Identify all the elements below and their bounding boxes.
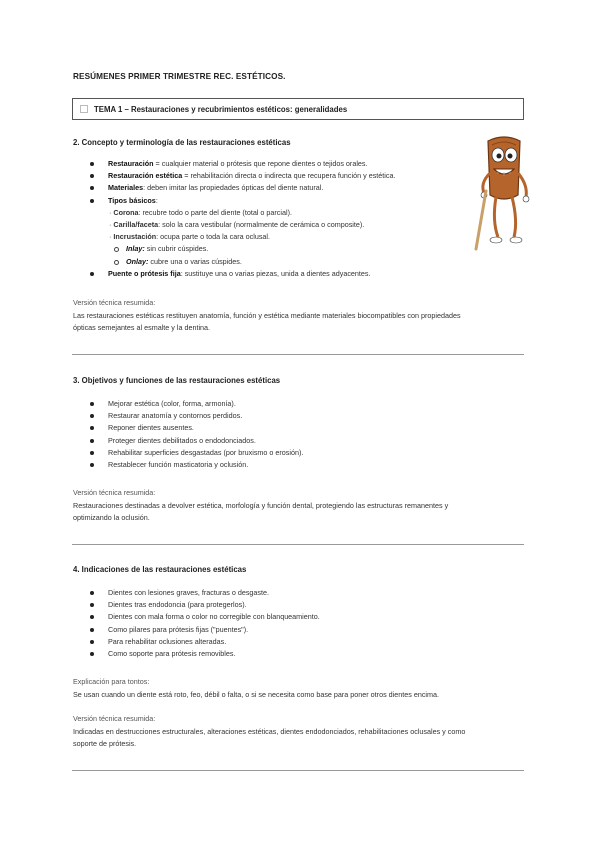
section-3-list [90, 398, 510, 471]
divider [72, 354, 524, 355]
list-item: Restablecer función masticatoria y oclusión. [90, 459, 510, 471]
section-4-list [90, 587, 510, 660]
topic-box [72, 98, 524, 120]
list-item: Como pilares para prótesis fijas ("puentes"). [90, 624, 510, 636]
subtype-carilla: · Carilla/faceta: solo la cara vestibular (normalmente de cerámica o composite). [109, 220, 365, 230]
section-4-summary: Indicadas en destrucciones estructurales, alteraciones estéticas, dientes endodonciados, rehabilitaciones oclusales y como soporte de prótesis. [73, 727, 466, 749]
list-item: Tipos básicos: [90, 195, 470, 207]
section-2-summary: Las restauraciones estéticas restituyen anatomía, función y estética mediante materiales biocompatibles con propiedades ópticas semejantes al esmalte y la dentina. [73, 311, 461, 333]
list-item: Restaurar anatomía y contornos perdidos. [90, 410, 510, 422]
list-item: Rehabilitar superficies desgastadas (por bruxismo o erosión). [90, 447, 510, 459]
list-item: Reponer dientes ausentes. [90, 422, 510, 434]
list-item: Para rehabilitar oclusiones alteradas. [90, 636, 510, 648]
list-item: Restauración = cualquier material o prótesis que repone dientes o tejidos orales. [90, 158, 470, 170]
document-title: RESÚMENES PRIMER TRIMESTRE REC. ESTÉTICOS. [73, 72, 286, 81]
section-4-summary-label: Versión técnica resumida: [73, 714, 156, 723]
list-item: Como soporte para prótesis removibles. [90, 648, 510, 660]
subtype-inlay: Inlay: sin cubrir cúspides. [90, 243, 470, 255]
subtype-corona: · Corona: recubre todo o parte del diente (total o parcial). [109, 207, 292, 217]
list-item: Dientes con mala forma o color no corregible con blanqueamiento. [90, 611, 510, 623]
divider [72, 544, 524, 545]
section-3-summary: Restauraciones destinadas a devolver estética, morfología y función dental, protegiendo las estructuras remanentes y optimizando la oclusión. [73, 501, 449, 523]
checkbox-icon [80, 105, 88, 113]
list-item: Restauración estética = rehabilitación directa o indirecta que recupera función y estética. [90, 170, 470, 182]
list-item: Puente o prótesis fija: sustituye una o varias piezas, unida a dientes adyacentes. [90, 268, 470, 280]
list-item: Dientes con lesiones graves, fracturas o desgaste. [90, 587, 510, 599]
divider [72, 770, 524, 771]
mascot-illustration [474, 133, 536, 251]
subtype-incrustacion: · Incrustación: ocupa parte o toda la cara oclusal. [109, 232, 271, 242]
section-3-heading: 3. Objetivos y funciones de las restauraciones estéticas [73, 376, 281, 385]
section-2-summary-label: Versión técnica resumida: [73, 298, 156, 307]
subtype-onlay: Onlay: cubre una o varias cúspides. [90, 256, 470, 268]
section-4-simple-label: Explicación para tontos: [73, 677, 150, 686]
section-2-list [90, 158, 470, 280]
list-item: Dientes tras endodoncia (para protegerlos). [90, 599, 510, 611]
section-2-heading: 2. Concepto y terminología de las restauraciones estéticas [73, 138, 291, 147]
list-item: Materiales: deben imitar las propiedades ópticas del diente natural. [90, 182, 470, 194]
topic-title: TEMA 1 – Restauraciones y recubrimientos estéticos: generalidades [94, 104, 348, 114]
section-3-summary-label: Versión técnica resumida: [73, 488, 156, 497]
section-4-heading: 4. Indicaciones de las restauraciones estéticas [73, 565, 247, 574]
list-item: Mejorar estética (color, forma, armonía). [90, 398, 510, 410]
list-item: Proteger dientes debilitados o endodonciados. [90, 435, 510, 447]
section-4-simple-text: Se usan cuando un diente está roto, feo, débil o falta, o si se necesita como base para poner otros dientes encima. [73, 690, 439, 699]
